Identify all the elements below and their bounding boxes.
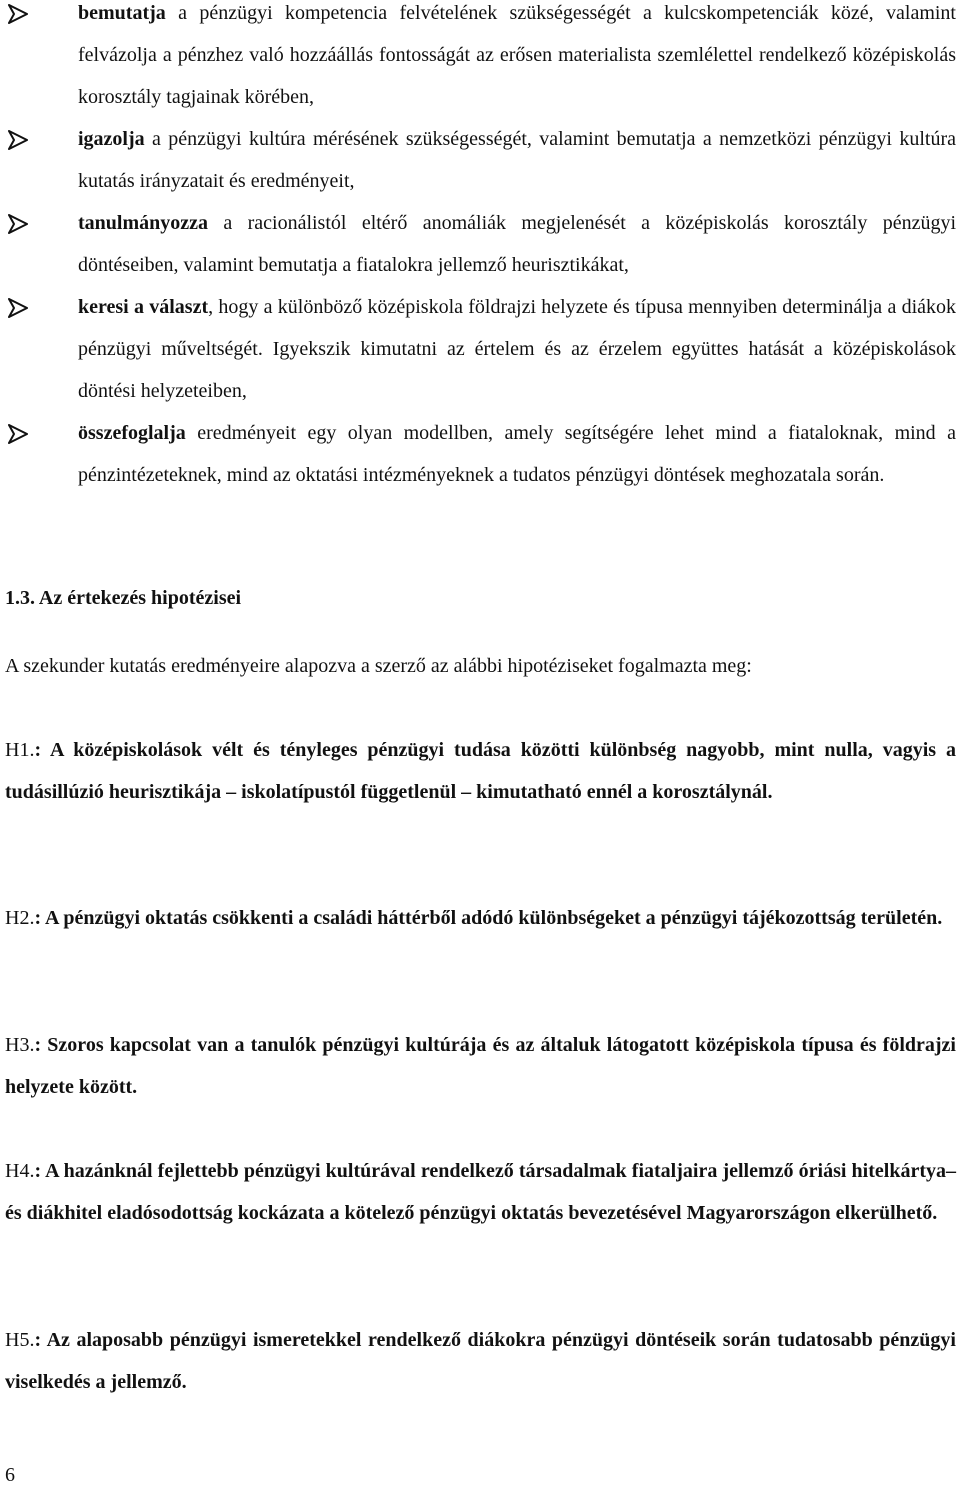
- list-item-text: a pénzügyi kultúra mérésének szükségességét, valamint bemutatja a nemzetközi pénzügyi kultúra kutatás irányzatait és eredményeit,: [78, 128, 956, 192]
- hypothesis-text: : A hazánknál fejlettebb pénzügyi kultúrával rendelkező társadalmak fiataljaira jellemző óriási hitelkártya– és diákhitel eladósodottság kockázata a kötelező pénzügyi oktatás bevezetésével Magyarországon elkerülhető.: [5, 1160, 956, 1224]
- section-heading: 1.3. Az értekezés hipotézisei: [5, 587, 242, 609]
- hypothesis-h5: [5, 1319, 956, 1403]
- hypothesis-h4: [5, 1150, 956, 1234]
- list-item: [0, 118, 956, 202]
- arrowhead-bullet-icon: [8, 214, 28, 234]
- arrowhead-bullet-icon: [8, 130, 28, 150]
- hypothesis-label: H2.: [5, 907, 35, 929]
- objectives-list: [0, 0, 956, 496]
- list-item: [0, 202, 956, 286]
- section-intro: A szekunder kutatás eredményeire alapozva a szerző az alábbi hipotéziseket fogalmazta meg:: [5, 655, 752, 677]
- list-item: [0, 0, 956, 118]
- hypothesis-label: H4.: [5, 1160, 35, 1182]
- hypothesis-label: H5.: [5, 1329, 35, 1351]
- hypothesis-h1: [5, 729, 956, 813]
- arrowhead-bullet-icon: [8, 424, 28, 444]
- hypothesis-text: : Az alaposabb pénzügyi ismeretekkel rendelkező diákokra pénzügyi döntéseik során tudatosabb pénzügyi viselkedés a jellemző.: [5, 1329, 956, 1393]
- list-item-text: , hogy a különböző középiskola földrajzi helyzete és típusa mennyiben determinálja a diákok pénzügyi műveltségét. Igyekszik kimutatni az értelem és az érzelem együttes hatását a középiskolások döntési helyzeteiben,: [78, 296, 957, 402]
- hypothesis-label: H3.: [5, 1034, 35, 1056]
- list-item-lead: igazolja: [78, 128, 145, 150]
- list-item: [0, 286, 956, 412]
- hypothesis-text: : A középiskolások vélt és tényleges pénzügyi tudása közötti különbség nagyobb, mint nulla, vagyis a tudásillúzió heurisztikája – iskolatípustól függetlenül – kimutatható ennél a korosztálynál.: [5, 739, 956, 803]
- list-item-lead: összefoglalja: [78, 422, 186, 444]
- list-item-lead: keresi a választ: [78, 296, 209, 318]
- hypothesis-label: H1.: [5, 739, 35, 761]
- list-item: [0, 412, 956, 496]
- list-item-text: eredményeit egy olyan modellben, amely segítségére lehet mind a fiataloknak, mind a pénzintézeteknek, mind az oktatási intézményeknek a tudatos pénzügyi döntések meghozatala során.: [78, 422, 956, 486]
- list-item-text: a racionálistól eltérő anomáliák megjelenését a középiskolás korosztály pénzügyi döntéseiben, valamint bemutatja a fiatalokra jellemző heurisztikákat,: [78, 212, 956, 276]
- list-item-lead: bemutatja: [78, 2, 166, 24]
- hypothesis-text: : Szoros kapcsolat van a tanulók pénzügyi kultúrája és az általuk látogatott középiskola típusa és földrajzi helyzete között.: [5, 1034, 956, 1098]
- hypothesis-h3: [5, 1024, 956, 1108]
- list-item-lead: tanulmányozza: [78, 212, 208, 234]
- arrowhead-bullet-icon: [8, 4, 28, 24]
- list-item-text: a pénzügyi kompetencia felvételének szükségességét a kulcskompetenciák közé, valamint felvázolja a pénzhez való hozzáállás fontosságát az erősen materialista szemlélettel rendelkező középiskolás korosztály tagjainak körében,: [78, 2, 956, 108]
- hypothesis-text: : A pénzügyi oktatás csökkenti a családi háttérből adódó különbségeket a pénzügyi tájékozottság területén.: [34, 907, 943, 929]
- arrowhead-bullet-icon: [8, 298, 28, 318]
- page-number: 6: [5, 1464, 15, 1486]
- hypothesis-h2: [5, 897, 956, 939]
